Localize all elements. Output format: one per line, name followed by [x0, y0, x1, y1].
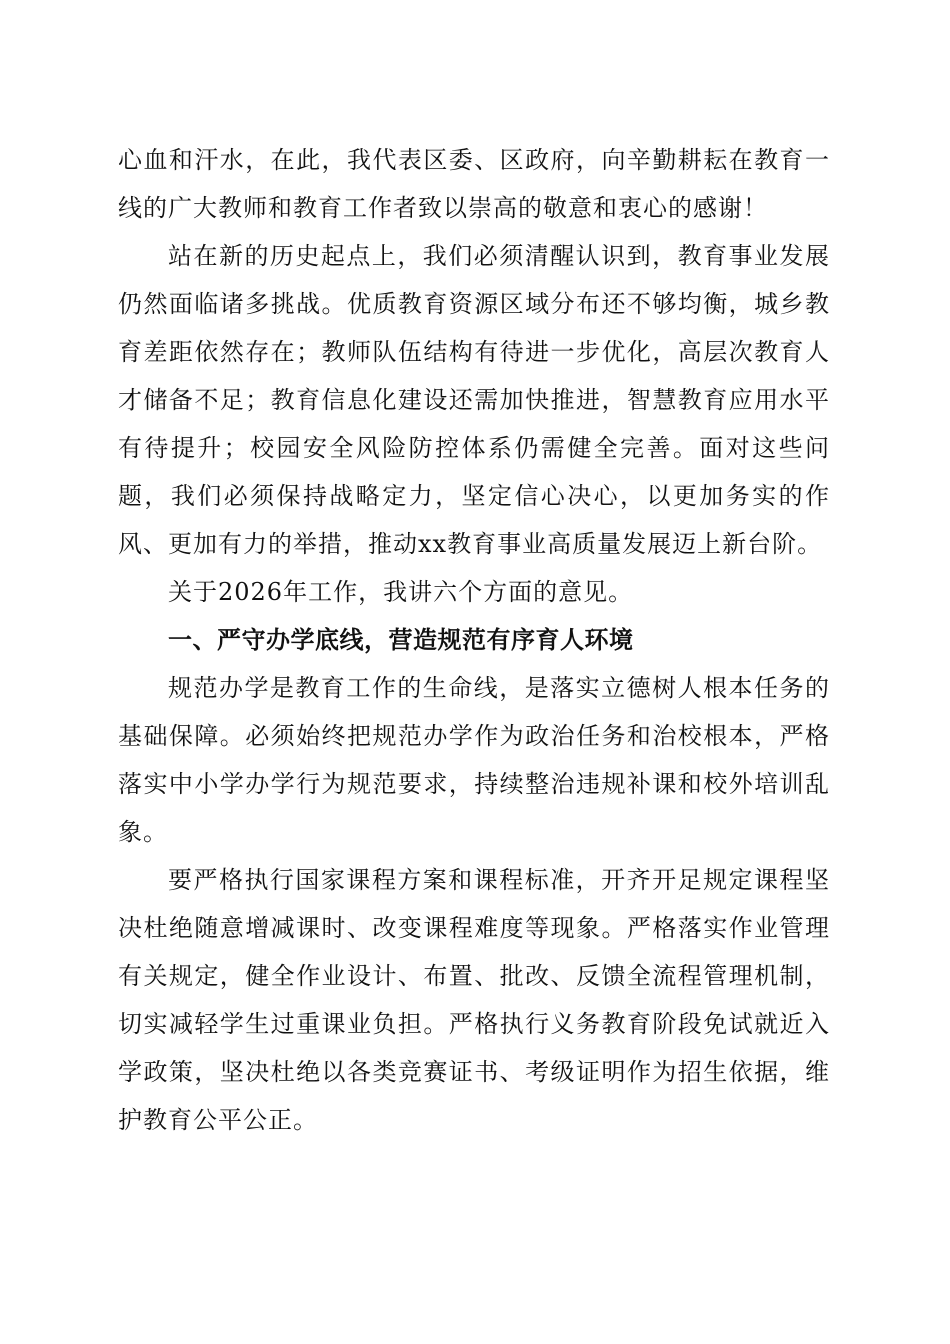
paragraph-standardized-schooling: 规范办学是教育工作的生命线，是落实立德树人根本任务的基础保障。必须始终把规范办学作为政治任务和治校根本，严格落实中小学办学行为规范要求，持续整治违规补课和校外培训乱象。 [118, 674, 830, 846]
paragraph-challenges: 站在新的历史起点上，我们必须清醒认识到，教育事业发展仍然面临诸多挑战。优质教育资源区域分布还不够均衡，城乡教育差距依然存在；教师队伍结构有待进一步优化，高层次教育人才储备不足；教育信息化建设还需加快推进，智慧教育应用水平有待提升；校园安全风险防控体系仍需健全完善。面对这些问题，我们必须保持战略定力，坚定信心决心，以更加务实的作风、更加有力的举措，推动xx教育事业高质量发展迈上新台阶。 [118, 242, 830, 558]
section-heading-1: 一、严守办学底线，营造规范有序育人环境 [168, 626, 634, 654]
paragraph-continuation: 心血和汗水，在此，我代表区委、区政府，向辛勤耕耘在教育一线的广大教师和教育工作者致以崇高的敬意和衷心的感谢！ [118, 146, 830, 222]
paragraph-work-intro: 关于2026年工作，我讲六个方面的意见。 [168, 578, 634, 606]
document-body [118, 136, 830, 1144]
paragraph-curriculum-requirements: 要严格执行国家课程方案和课程标准，开齐开足规定课程坚决杜绝随意增减课时、改变课程难度等现象。严格落实作业管理有关规定，健全作业设计、布置、批改、反馈全流程管理机制，切实减轻学生过重课业负担。严格执行义务教育阶段免试就近入学政策，坚决杜绝以各类竞赛证书、考级证明作为招生依据，维护教育公平公正。 [118, 866, 830, 1134]
